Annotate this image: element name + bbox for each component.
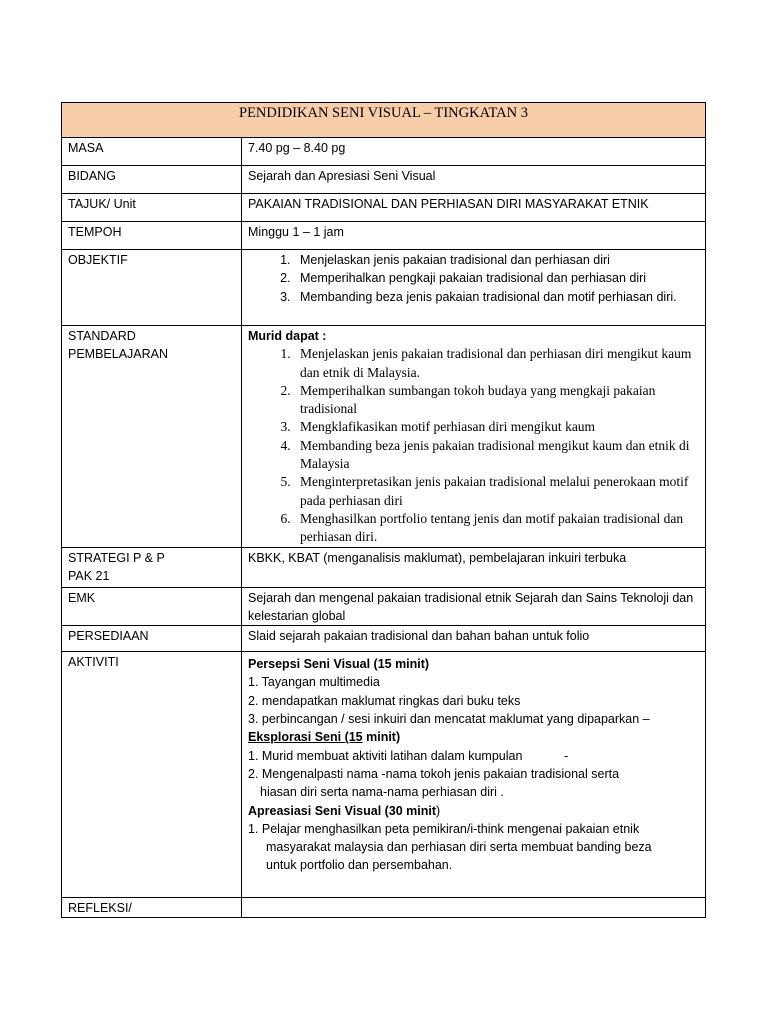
label-bidang: BIDANG	[62, 166, 242, 194]
value-tajuk: PAKAIAN TRADISIONAL DAN PERHIASAN DIRI MASYARAKAT ETNIK	[242, 194, 706, 222]
list-item: 4. Membanding beza jenis pakaian tradisional mengikut kaum dan etnik di Malaysia	[294, 437, 699, 474]
aktiviti-heading-eksplorasi	[248, 728, 699, 746]
aktiviti-heading-apresiasi	[248, 802, 699, 820]
row-strategi	[62, 547, 706, 587]
row-tempoh	[62, 222, 706, 250]
lesson-plan-table	[61, 102, 706, 918]
aktiviti-item: 1. Tayangan multimedia	[248, 675, 380, 690]
row-emk	[62, 587, 706, 626]
aktiviti-item-cont: untuk portfolio dan persembahan.	[266, 858, 453, 873]
value-aktiviti	[242, 652, 706, 898]
label-tempoh: TEMPOH	[62, 222, 242, 250]
list-item: 3. Mengklafikasikan motif perhiasan diri mengikut kaum	[294, 418, 699, 436]
value-standard	[242, 326, 706, 548]
aktiviti-item: 3. perbincangan / sesi inkuiri dan mencatat maklumat yang dipaparkan –	[248, 712, 650, 727]
label-strategi-line1: STRATEGI P & P	[68, 550, 165, 565]
aktiviti-heading-persepsi: Persepsi Seni Visual (15 minit)	[248, 657, 430, 672]
value-persediaan: Slaid sejarah pakaian tradisional dan bahan bahan untuk folio	[242, 626, 706, 652]
list-item: 2. Memperihalkan sumbangan tokoh budaya yang mengkaji pakaian tradisional	[294, 382, 699, 419]
row-objektif	[62, 250, 706, 326]
list-item: 2. Memperihalkan pengkaji pakaian tradisional dan perhiasan diri	[294, 269, 699, 287]
label-objektif: OBJEKTIF	[62, 250, 242, 326]
list-item: 3. Membanding beza jenis pakaian tradisional dan motif perhiasan diri.	[294, 288, 699, 306]
list-item: 1. Menjelaskan jenis pakaian tradisional dan perhiasan diri mengikut kaum dan etnik di Malaysia.	[294, 345, 699, 382]
label-standard	[62, 326, 242, 548]
label-strategi-line2: PAK 21	[68, 568, 110, 583]
title-row	[62, 103, 706, 138]
value-bidang: Sejarah dan Apresiasi Seni Visual	[242, 166, 706, 194]
label-persediaan: PERSEDIAAN	[62, 626, 242, 652]
value-tempoh: Minggu 1 – 1 jam	[242, 222, 706, 250]
aktiviti-item: 1. Pelajar menghasilkan peta pemikiran/i-think mengenai pakaian etnik	[248, 821, 640, 836]
value-objektif	[242, 250, 706, 326]
aktiviti-item: 2. mendapatkan maklumat ringkas dari buku teks	[248, 693, 521, 708]
aktiviti-item: 1. Murid membuat aktiviti latihan dalam kumpulan -	[248, 748, 569, 763]
label-refleksi: REFLEKSI/	[62, 898, 242, 918]
row-standard	[62, 326, 706, 548]
label-standard-line1: STANDARD	[68, 329, 136, 343]
lesson-title: PENDIDIKAN SENI VISUAL – TINGKATAN 3	[62, 103, 706, 138]
label-masa: MASA	[62, 138, 242, 166]
aktiviti-item-cont: masyarakat malaysia dan perhiasan diri serta membuat banding beza	[266, 840, 652, 855]
row-bidang	[62, 166, 706, 194]
label-standard-line2: PEMBELAJARAN	[68, 347, 169, 362]
list-item: 1. Menjelaskan jenis pakaian tradisional dan perhiasan diri	[294, 251, 699, 269]
row-aktiviti	[62, 652, 706, 898]
value-masa: 7.40 pg – 8.40 pg	[242, 138, 706, 166]
aktiviti-item-cont: hiasan diri serta nama-nama perhiasan diri .	[260, 785, 504, 800]
row-tajuk	[62, 194, 706, 222]
row-refleksi	[62, 898, 706, 918]
eksplorasi-rest: minit)	[362, 730, 401, 745]
value-refleksi	[242, 898, 706, 918]
label-aktiviti: AKTIVITI	[62, 652, 242, 898]
eksplorasi-underlined: Eksplorasi Seni (15	[248, 730, 363, 745]
value-strategi: KBKK, KBAT (menganalisis maklumat), pembelajaran inkuiri terbuka	[242, 547, 706, 587]
label-strategi	[62, 547, 242, 587]
list-item: 6. Menghasilkan portfolio tentang jenis dan motif pakaian tradisional dan perhiasan diri.	[294, 510, 699, 547]
row-masa	[62, 138, 706, 166]
apresiasi-paren: )	[436, 803, 441, 818]
standard-list	[248, 345, 699, 546]
label-tajuk: TAJUK/ Unit	[62, 194, 242, 222]
aktiviti-item: 2. Mengenalpasti nama -nama tokoh jenis pakaian tradisional serta	[248, 766, 620, 781]
standard-intro: Murid dapat :	[248, 329, 327, 343]
row-persediaan	[62, 626, 706, 652]
objektif-list	[248, 251, 699, 306]
list-item: 5. Menginterpretasikan jenis pakaian tradisional melalui penerokaan motif pada perhiasan diri	[294, 473, 699, 510]
apresiasi-bold: Apreasiasi Seni Visual (30 minit	[248, 803, 437, 818]
label-emk: EMK	[62, 587, 242, 626]
value-emk: Sejarah dan mengenal pakaian tradisional etnik Sejarah dan Sains Teknoloji dan kelestarian global	[242, 587, 706, 626]
